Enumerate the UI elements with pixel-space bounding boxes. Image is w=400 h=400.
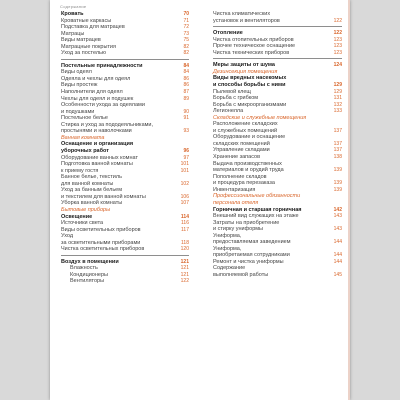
entry-title: Постельные принадлежности (61, 62, 143, 69)
toc-topic-entry (213, 62, 342, 69)
toc-column-left (61, 11, 189, 285)
entry-title: Кондиционеры (70, 271, 108, 278)
entry-title: Борьба с грибком (213, 95, 259, 102)
page-number: 137 (333, 127, 342, 134)
toc-entry (61, 246, 189, 253)
entry-title: приобретаемая сотрудниками (213, 252, 290, 259)
entry-title: Пылевой клещ (213, 88, 251, 95)
page-number: 93 (183, 128, 189, 135)
toc-entry (61, 278, 189, 285)
entry-title: простынями и наволочками (61, 128, 132, 135)
page-number: 82 (183, 43, 189, 50)
page-number: 73 (183, 30, 189, 37)
page-number: 139 (333, 167, 342, 174)
entry-title: Меры защиты от шума (213, 62, 275, 69)
entry-title: Особенности ухода за одеялами (61, 102, 145, 109)
entry-title: и подушками (61, 108, 95, 115)
entry-title: Пополнение складов (213, 173, 267, 180)
page-number: 121 (180, 271, 189, 278)
entry-title: Чистка осветительных приборов (61, 246, 145, 253)
entry-title: Постельное белье (61, 115, 108, 122)
section-heading: персонала отеля (213, 199, 259, 206)
page-number: 91 (183, 115, 189, 122)
entry-title: Внешний вид служащих на этаже (213, 213, 299, 220)
page-number: 84 (183, 69, 189, 76)
entry-title: Хранение запасов (213, 154, 260, 161)
entry-title: складских помещений (213, 140, 270, 147)
section-heading: Профессиональные обязанности (213, 193, 301, 200)
entry-title: Банное белье, текстиль (61, 174, 122, 181)
entry-title: Чехлы для одеял и подушек (61, 95, 134, 102)
page-number: 101 (180, 167, 189, 174)
entry-title: материалов и орудий труда (213, 167, 284, 174)
page-number: 138 (333, 154, 342, 161)
page-number: 86 (183, 75, 189, 82)
entry-title: предоставляемая заведением (213, 239, 291, 246)
entry-title: Кроватные каркасы (61, 17, 112, 24)
page-number: 144 (333, 252, 342, 259)
entry-title: Расположение складских (213, 121, 278, 128)
entry-title: уборочных работ (61, 147, 109, 154)
entry-title: Освещение (61, 213, 93, 220)
page-number: 70 (183, 11, 189, 17)
entry-title: Чистка климатических (213, 11, 271, 17)
page-number: 139 (333, 186, 342, 193)
entry-title: установок и вентиляторов (213, 17, 280, 24)
entry-title: Источники света (61, 220, 104, 227)
entry-title: Управление складами (213, 147, 270, 154)
entry-title: и текстилем для ванной комнаты (61, 193, 146, 200)
entry-title: Оборудование ванных комнат (61, 154, 138, 161)
entry-title: и служебных помещений (213, 127, 278, 134)
entry-title: Легионелла (213, 108, 244, 115)
entry-title: для ванной комнаты (61, 180, 114, 187)
toc-page (50, 0, 350, 400)
toc-entry (61, 128, 189, 135)
entry-title: Подставка для матрацев (61, 24, 125, 31)
page-number: 123 (333, 43, 342, 50)
page-number: 124 (333, 62, 342, 69)
section-divider (61, 255, 189, 256)
toc-entry (61, 50, 189, 57)
page-number: 96 (183, 147, 189, 154)
entry-title: Униформа, (213, 232, 242, 239)
entry-title: Виды простеж (61, 82, 98, 89)
section-heading: Бытовые приборы (61, 206, 111, 213)
page-number: 75 (183, 37, 189, 44)
entry-title: Горничная и старшая горничная (213, 206, 302, 213)
page-number: 116 (181, 220, 189, 227)
entry-title: к приему гостя (61, 167, 99, 174)
entry-title: Уход за банным бельем (61, 187, 123, 194)
entry-title: Виды одеял (61, 69, 92, 76)
entry-title: Вентиляторы (70, 278, 105, 285)
page-number: 139 (333, 180, 342, 187)
page-number: 117 (181, 226, 189, 233)
page-number: 84 (183, 62, 189, 69)
section-heading: Складские и служебные помещения (213, 114, 307, 121)
page-number: 123 (333, 36, 342, 43)
page-number: 144 (333, 258, 342, 265)
entry-title: Выдача производственных (213, 160, 282, 167)
page-number: 129 (333, 88, 342, 95)
entry-title: Отопление (213, 30, 243, 37)
entry-title: Униформа, (213, 245, 242, 252)
page-number: 144 (333, 239, 342, 246)
page-number: 131 (333, 95, 342, 102)
entry-title: Оборудование и оснащение (213, 134, 286, 141)
entry-title: Подготовка ванной комнаты (61, 161, 133, 168)
entry-title: Ремонт и чистка униформы (213, 258, 284, 265)
page-number: 86 (183, 82, 189, 89)
entry-title: Одеяла и чехлы для одеял (61, 75, 131, 82)
entry-title: и способы борьбы с ними (213, 81, 286, 88)
page-number: 132 (333, 101, 342, 108)
section-heading: Дезинсекция помещения (213, 68, 278, 75)
page-number: 142 (333, 206, 342, 213)
page-number: 90 (183, 108, 189, 115)
page-number: 122 (333, 17, 342, 24)
entry-title: Воздух в помещении (61, 258, 119, 265)
section-divider (213, 26, 342, 27)
page-number: 129 (333, 81, 342, 88)
page-number: 133 (333, 108, 342, 115)
entry-title: Содержание (213, 265, 246, 272)
page-number: 82 (183, 50, 189, 57)
page-number: 71 (183, 17, 189, 24)
section-divider (61, 59, 189, 60)
page-number: 137 (333, 147, 342, 154)
page-number: 122 (333, 30, 342, 37)
page-number: 137 (333, 140, 342, 147)
entry-title: Чистка отопительных приборов (213, 36, 294, 43)
toc-entry (213, 187, 342, 194)
entry-title: Оснащение и организация (61, 141, 134, 148)
entry-title: Матрацные покрытия (61, 43, 116, 50)
page-number: 87 (183, 89, 189, 96)
page-number: 120 (180, 246, 189, 253)
toc-entry (213, 272, 342, 279)
entry-title: Виды вредных насекомых (213, 75, 287, 82)
toc-entry (61, 200, 189, 207)
entry-title: Уход за постелью (61, 50, 107, 57)
entry-title: за осветительными приборами (61, 239, 141, 246)
entry-title: Виды матрацев (61, 37, 101, 44)
entry-title: Затраты на приобретение (213, 219, 280, 226)
toc-column-right (213, 11, 342, 279)
entry-title: Влажность (70, 265, 98, 272)
page-number: 72 (183, 24, 189, 31)
entry-title: Кровать (61, 11, 84, 17)
page-number: 106 (180, 193, 189, 200)
toc-entry (213, 50, 342, 57)
page-number: 107 (180, 200, 189, 207)
entry-title: Виды осветительных приборов (61, 226, 141, 233)
page-number: 122 (180, 278, 189, 285)
page-number: 114 (180, 213, 189, 220)
toc-entry (213, 108, 342, 115)
page-number: 118 (181, 239, 189, 246)
entry-title: Стирка и уход за пододеяльниками, (61, 121, 154, 128)
entry-title: и процедура перезаказа (213, 180, 275, 187)
running-header: Содержание (60, 4, 87, 9)
section-divider (213, 58, 342, 59)
page-number: 102 (180, 180, 189, 187)
entry-title: Борьба с микроорганизмами (213, 101, 287, 108)
page-number: 97 (183, 154, 189, 161)
entry-title: Чистка технических приборов (213, 49, 290, 56)
page-number: 143 (333, 226, 342, 233)
entry-title: Матрацы (61, 30, 85, 37)
page-number: 145 (333, 271, 342, 278)
entry-title: Наполнители для одеял (61, 89, 123, 96)
toc-entry (213, 18, 342, 25)
entry-title: Уход (61, 233, 74, 240)
page-number: 123 (333, 49, 342, 56)
page-number: 143 (333, 213, 342, 220)
entry-title: Инвентаризация (213, 186, 256, 193)
entry-title: Прочее техническое оснащение (213, 43, 296, 50)
page-number: 89 (183, 95, 189, 102)
page-number: 121 (180, 258, 189, 265)
entry-title: Уборка ванной комнаты (61, 200, 123, 207)
entry-title: выполняемой работы (213, 271, 269, 278)
section-heading: Ванная комната (61, 134, 105, 141)
page-number: 101 (180, 161, 189, 168)
entry-title: и стирку униформы (213, 226, 263, 233)
page-number: 121 (180, 265, 189, 272)
